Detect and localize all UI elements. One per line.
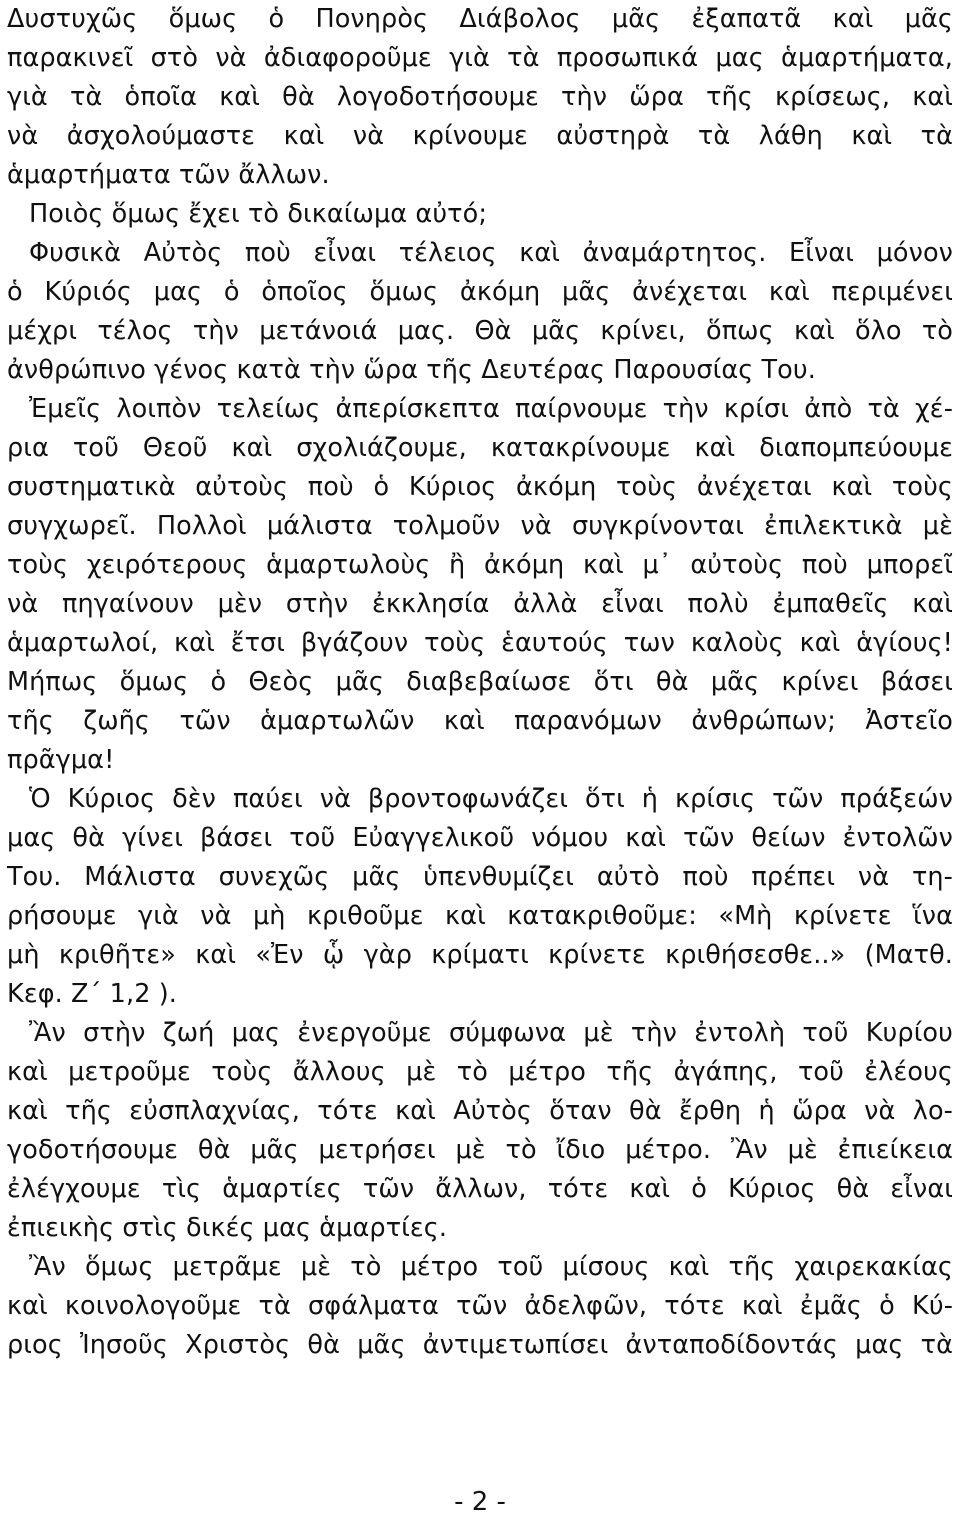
text-line: τοὺς χειρότερους ἁμαρτωλοὺς ἢ ἀκόμη καὶ μ᾽ αὐτοὺς ποὺ μπορεῖ — [7, 550, 953, 580]
text-line: ρια τοῦ Θεοῦ καὶ σχολιάζουμε, κατακρίνουμε καὶ διαπομπεύουμε — [7, 433, 953, 463]
text-line: γοδοτήσουμε θὰ μᾶς μετρήσει μὲ τὸ ἴδιο μέτρο. Ἂν μὲ ἐπιείκεια — [7, 1135, 953, 1165]
text-line: Κεφ. Ζ΄ 1,2 ). — [7, 979, 177, 1009]
text-line: πρᾶγμα! — [7, 745, 115, 775]
text-line: παρακινεῖ στὸ νὰ ἀδιαφοροῦμε γιὰ τὰ προσωπικά μας ἁμαρτήματα, — [7, 43, 953, 73]
text-line: ἁμαρτήματα τῶν ἄλλων. — [7, 160, 330, 190]
text-line: ἀνθρώπινο γένος κατὰ τὴν ὥρα τῆς Δευτέρας Παρουσίας Του. — [7, 355, 816, 385]
text-line: ρήσουμε γιὰ νὰ μὴ κριθοῦμε καὶ κατακριθοῦμε: «Μὴ κρίνετε ἵνα — [7, 901, 953, 931]
text-line: Ἂν στὴν ζωή μας ἐνεργοῦμε σύμφωνα μὲ τὴν ἐντολὴ τοῦ Κυρίου — [29, 1018, 953, 1048]
text-line: Μήπως ὅμως ὁ Θεὸς μᾶς διαβεβαίωσε ὅτι θὰ μᾶς κρίνει βάσει — [7, 667, 953, 697]
text-line: μας θὰ γίνει βάσει τοῦ Εὐαγγελικοῦ νόμου καὶ τῶν θείων ἐντολῶν — [7, 823, 953, 853]
text-line: Ἂν ὅμως μετρᾶμε μὲ τὸ μέτρο τοῦ μίσους καὶ τῆς χαιρεκακίας — [29, 1252, 953, 1282]
text-line: τῆς ζωῆς τῶν ἁμαρτωλῶν καὶ παρανόμων ἀνθρώπων; Ἀστεῖο — [7, 706, 953, 736]
text-line: ἁμαρτωλοί, καὶ ἔτσι βγάζουν τοὺς ἑαυτούς των καλοὺς καὶ ἁγίους! — [7, 628, 953, 658]
text-line: ἐλέγχουμε τὶς ἁμαρτίες τῶν ἄλλων, τότε καὶ ὁ Κύριος θὰ εἶναι — [7, 1174, 953, 1204]
text-line: Ἐμεῖς λοιπὸν τελείως ἀπερίσκεπτα παίρνουμε τὴν κρίσι ἀπὸ τὰ χέ- — [29, 394, 953, 424]
text-line: Φυσικὰ Αὐτὸς ποὺ εἶναι τέλειος καὶ ἀναμάρτητος. Εἶναι μόνον — [29, 238, 953, 268]
text-line: ἐπιεικὴς στὶς δικές μας ἁμαρτίες. — [7, 1213, 448, 1243]
text-line: νὰ πηγαίνουν μὲν στὴν ἐκκλησία ἀλλὰ εἶναι πολὺ ἐμπαθεῖς καὶ — [7, 589, 953, 619]
text-line: γιὰ τὰ ὁποῖα καὶ θὰ λογοδοτήσουμε τὴν ὥρα τῆς κρίσεως, καὶ — [7, 82, 953, 112]
text-line: μὴ κριθῆτε» καὶ «Ἐν ᾧ γὰρ κρίματι κρίνετε κριθήσεσθε..» (Ματθ. — [7, 940, 953, 970]
document-page — [7, 0, 953, 1520]
text-line: Ὁ Κύριος δὲν παύει νὰ βροντοφωνάζει ὅτι ἡ κρίσις τῶν πράξεών — [29, 784, 953, 814]
text-line: καὶ μετροῦμε τοὺς ἄλλους μὲ τὸ μέτρο τῆς ἀγάπης, τοῦ ἐλέους — [7, 1057, 953, 1087]
text-line: ριος Ἰησοῦς Χριστὸς θὰ μᾶς ἀντιμετωπίσει ἀνταποδίδοντάς μας τὰ — [7, 1330, 953, 1360]
text-line: καὶ τῆς εὐσπλαχνίας, τότε καὶ Αὐτὸς ὅταν θὰ ἔρθη ἡ ὥρα νὰ λο- — [7, 1096, 953, 1126]
text-line: νὰ ἀσχολούμαστε καὶ νὰ κρίνουμε αὐστηρὰ τὰ λάθη καὶ τὰ — [7, 121, 953, 151]
text-line: Του. Μάλιστα συνεχῶς μᾶς ὑπενθυμίζει αὐτὸ ποὺ πρέπει νὰ τη- — [7, 862, 953, 892]
text-line: καὶ κοινολογοῦμε τὰ σφάλματα τῶν ἀδελφῶν, τότε καὶ ἐμᾶς ὁ Κύ- — [7, 1291, 953, 1321]
text-line: Δυστυχῶς ὅμως ὁ Πονηρὸς Διάβολος μᾶς ἐξαπατᾶ καὶ μᾶς — [7, 4, 953, 34]
text-line: συγχωρεῖ. Πολλοὶ μάλιστα τολμοῦν νὰ συγκρίνονται ἐπιλεκτικὰ μὲ — [7, 511, 953, 541]
text-line: μέχρι τέλος τὴν μετάνοιά μας. Θὰ μᾶς κρίνει, ὅπως καὶ ὅλο τὸ — [7, 316, 953, 346]
text-line: Ποιὸς ὅμως ἔχει τὸ δικαίωμα αὐτό; — [29, 199, 488, 229]
text-line: ὁ Κύριός μας ὁ ὁποῖος ὅμως ἀκόμη μᾶς ἀνέχεται καὶ περιμένει — [7, 277, 953, 307]
page-number: - 2 - — [454, 1487, 506, 1517]
text-line: συστηματικὰ αὐτοὺς ποὺ ὁ Κύριος ἀκόμη τοὺς ἀνέχεται καὶ τοὺς — [7, 472, 953, 502]
